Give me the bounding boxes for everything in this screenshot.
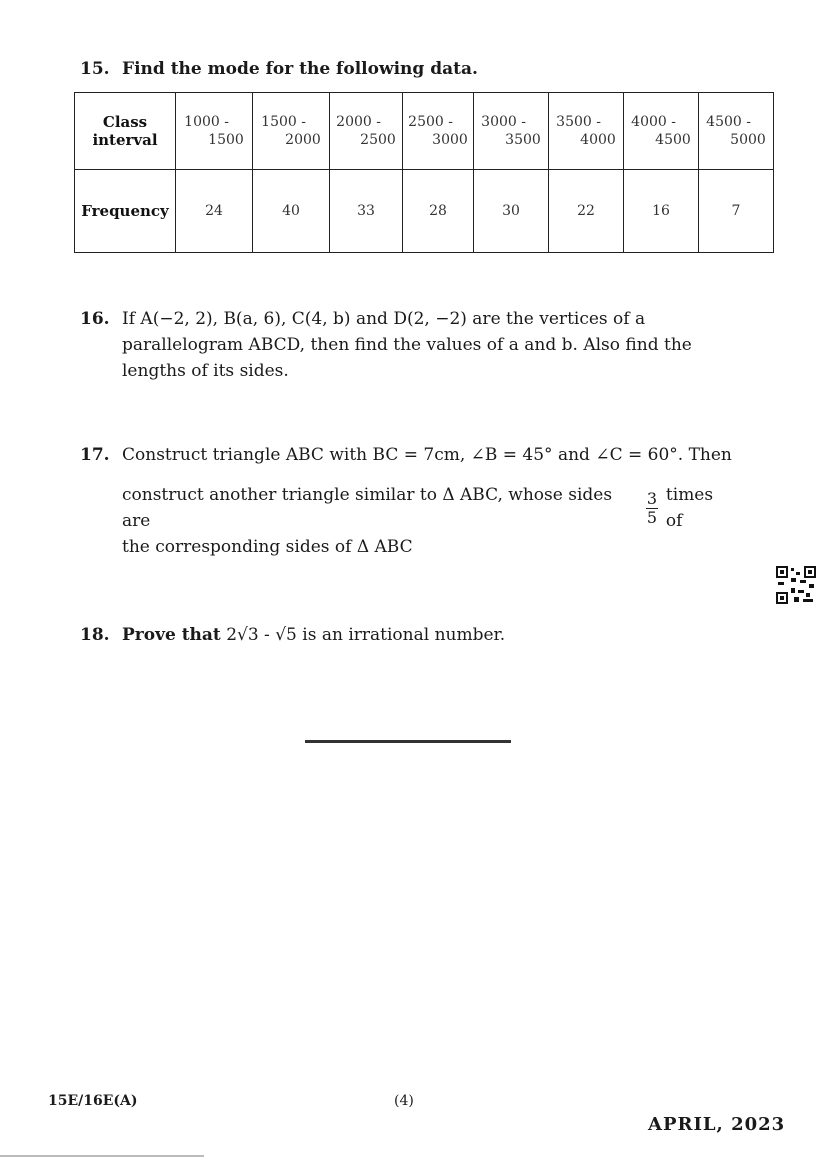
interval-lo: 3500 - xyxy=(556,114,601,130)
table-cell xyxy=(474,93,549,170)
interval-hi: 2500 xyxy=(360,132,396,148)
interval-hi: 3500 xyxy=(505,132,541,148)
interval-hi: 2000 xyxy=(285,132,321,148)
interval-lo: 1500 - xyxy=(261,114,306,130)
frequency-cell: 7 xyxy=(699,170,774,253)
table-cell xyxy=(176,93,253,170)
table-cell xyxy=(403,93,474,170)
interval-lo: 2500 - xyxy=(408,114,453,130)
question-text xyxy=(122,622,505,648)
question-line: the corresponding sides of Δ ABC xyxy=(122,537,413,557)
frequency-header: Frequency xyxy=(75,170,176,253)
question-18 xyxy=(80,622,740,652)
interval-lo: 4000 - xyxy=(631,114,676,130)
fraction-denominator: 5 xyxy=(646,507,658,527)
table-cell xyxy=(330,93,403,170)
frequency-cell: 22 xyxy=(549,170,624,253)
interval-hi: 3000 xyxy=(432,132,468,148)
question-rest: is an irrational number. xyxy=(302,625,506,645)
question-text xyxy=(122,442,734,560)
fraction xyxy=(646,490,658,527)
frequency-cell: 33 xyxy=(330,170,403,253)
qr-code-icon xyxy=(776,566,816,604)
interval-hi: 5000 xyxy=(730,132,766,148)
question-text: Find the mode for the following data. xyxy=(122,59,478,79)
table-cell xyxy=(699,93,774,170)
class-interval-row xyxy=(75,93,774,170)
question-17 xyxy=(80,442,740,557)
frequency-row xyxy=(75,170,774,253)
fraction-numerator: 3 xyxy=(646,488,658,508)
question-text: If A(−2, 2), B(a, 6), C(4, b) and D(2, −2) are the vertices of a parallelogram ABCD, then find the values of a and b. Also find the lengths of its sides. xyxy=(122,309,692,381)
question-number: 16. xyxy=(80,309,110,329)
question-line xyxy=(122,482,734,534)
frequency-cell: 30 xyxy=(474,170,549,253)
interval-lo: 4500 - xyxy=(706,114,751,130)
frequency-cell: 40 xyxy=(253,170,330,253)
question-number: 15. xyxy=(80,59,110,79)
end-divider xyxy=(305,740,511,743)
question-15 xyxy=(80,56,780,86)
paper-code: 15E/16E(A) xyxy=(48,1093,138,1109)
table-cell xyxy=(624,93,699,170)
math-expression: 2√3 - √5 xyxy=(226,625,297,645)
class-interval-header: Class interval xyxy=(75,93,176,170)
frequency-cell: 16 xyxy=(624,170,699,253)
table-cell xyxy=(549,93,624,170)
table-cell xyxy=(253,93,330,170)
question-lead: Prove that xyxy=(122,625,221,645)
bottom-divider xyxy=(0,1155,204,1157)
question-line-end: times of xyxy=(665,485,714,531)
interval-hi: 1500 xyxy=(208,132,244,148)
frequency-cell: 24 xyxy=(176,170,253,253)
page-number: (4) xyxy=(394,1093,414,1109)
interval-lo: 2000 - xyxy=(336,114,381,130)
question-number: 17. xyxy=(80,445,110,465)
interval-lo: 3000 - xyxy=(481,114,526,130)
frequency-cell: 28 xyxy=(403,170,474,253)
question-number: 18. xyxy=(80,625,110,645)
question-16 xyxy=(80,306,740,386)
frequency-table xyxy=(74,92,774,253)
interval-hi: 4000 xyxy=(580,132,616,148)
question-line: Construct triangle ABC with BC = 7cm, ∠B = 45° and ∠C = 60°. Then xyxy=(122,445,732,465)
interval-hi: 4500 xyxy=(655,132,691,148)
exam-date: APRIL, 2023 xyxy=(648,1114,786,1135)
interval-lo: 1000 - xyxy=(184,114,229,130)
question-line-start: construct another triangle similar to Δ ABC, whose sides are xyxy=(122,485,613,531)
